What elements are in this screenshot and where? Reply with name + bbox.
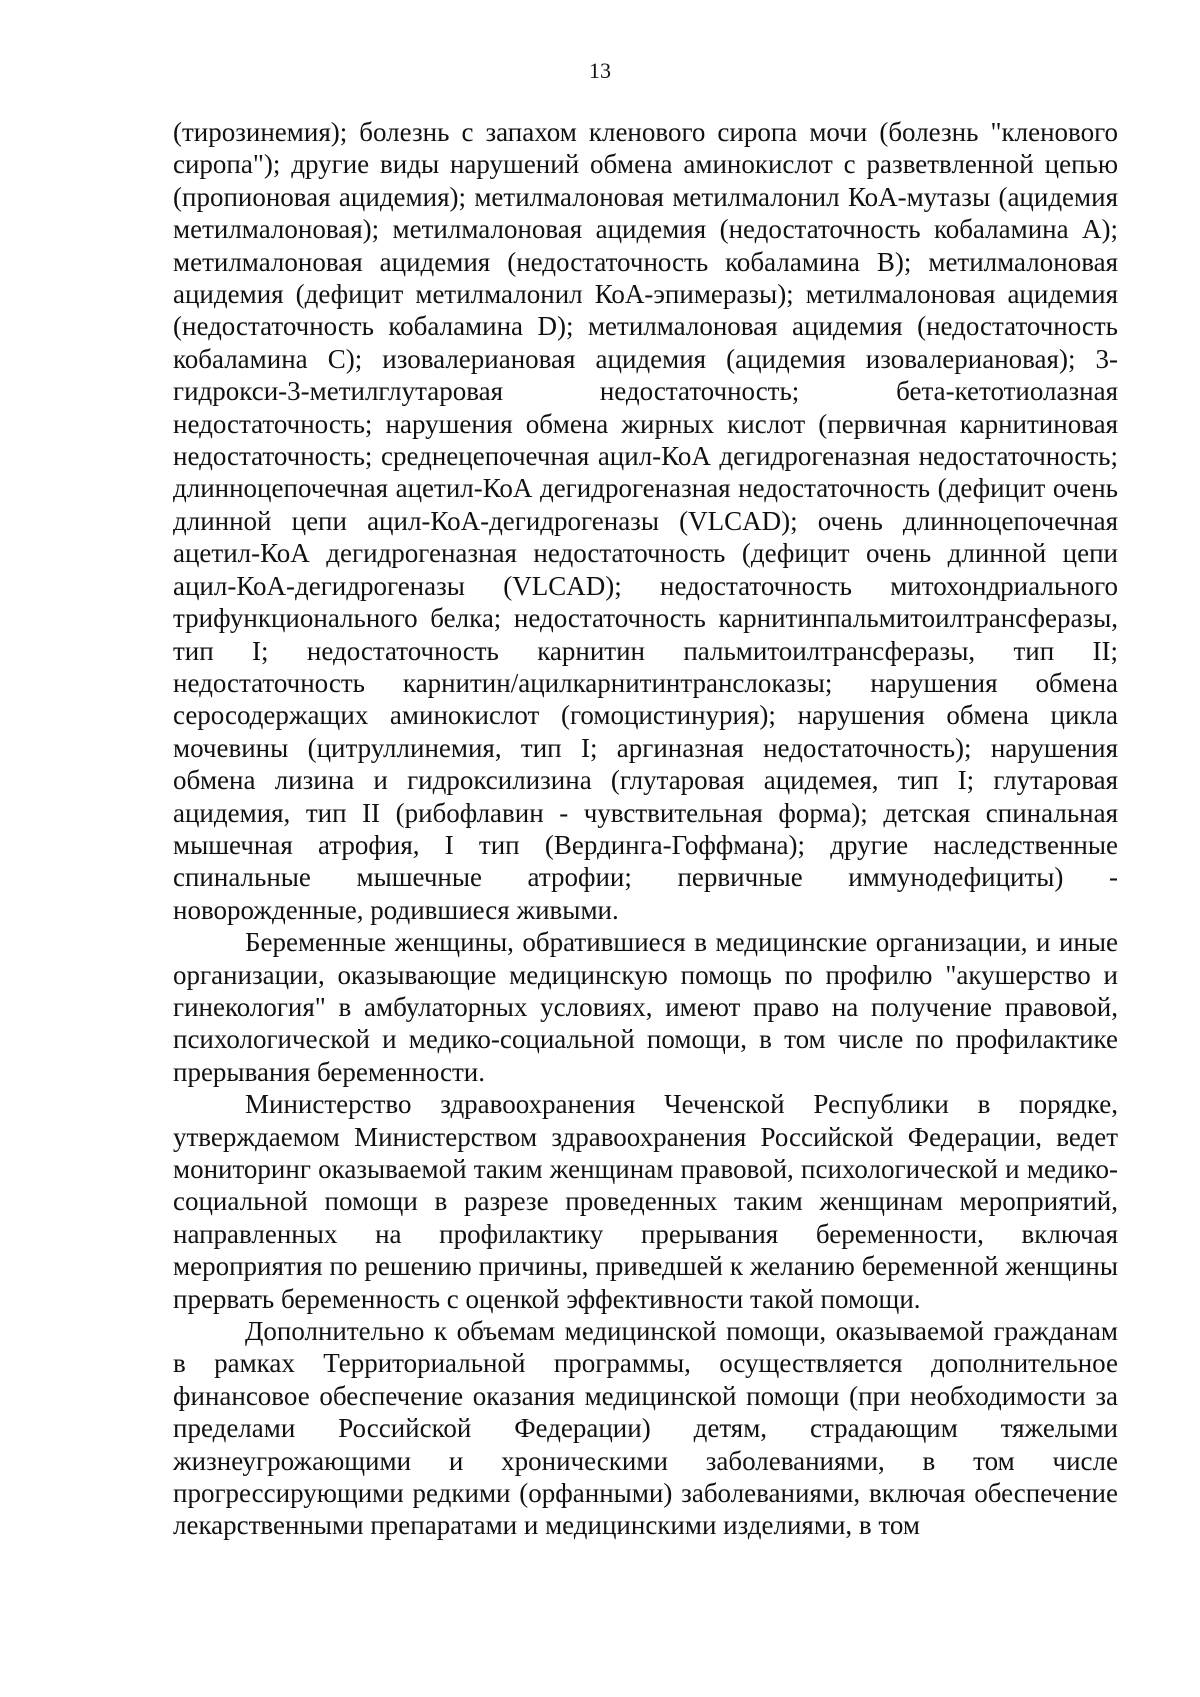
paragraph-pregnant-women-assistance: Беременные женщины, обратившиеся в медицинские организации, и иные организации, оказывающие медицинскую помощь по профилю "акушерство и гинекология" в амбулаторных условиях, имеют право на получение правовой, психологической и медико-социальной помощи, в том числе по профилактике прерывания беременности. xyxy=(173,927,1118,1087)
page-number: 13 xyxy=(589,58,611,83)
document-body xyxy=(173,116,1118,1542)
paragraph-disease-list-continuation: (тирозинемия); болезнь с запахом кленового сиропа мочи (болезнь "кленового сиропа"); другие виды нарушений обмена аминокислот с разветвленной цепью (пропионовая ацидемия); метилмалоновая метилмалонил КоА-мутазы (ацидемия метилмалоновая); метилмалоновая ацидемия (недостаточность кобаламина А); метилмалоновая ацидемия (недостаточность кобаламина В); метилмалоновая ацидемия (дефицит метилмалонил КоА-эпимеразы); метилмалоновая ацидемия (недостаточность кобаламина D); метилмалоновая ацидемия (недостаточность кобаламина С); изовалериановая ацидемия (ацидемия изовалериановая); 3-гидрокси-3-метилглутаровая недостаточность; бета-кетотиолазная недостаточность; нарушения обмена жирных кислот (первичная карнитиновая недостаточность; среднецепочечная ацил-КоА дегидрогеназная недостаточность; длинноцепочечная ацетил-КоА дегидрогеназная недостаточность (дефицит очень длинной цепи ацил-КоА-дегидрогеназы (VLCAD); очень длинноцепочечная ацетил-КоА дегидрогеназная недостаточность (дефицит очень длинной цепи ацил-КоА-дегидрогеназы (VLCAD); недостаточность митохондриального трифункционального белка; недостаточность карнитинпальмитоилтрансферазы, тип I; недостаточность карнитин пальмитоилтрансферазы, тип II; недостаточность карнитин/ацилкарнитинтранслоказы; нарушения обмена серосодержащих аминокислот (гомоцистинурия); нарушения обмена цикла мочевины (цитруллинемия, тип I; аргиназная недостаточность); нарушения обмена лизина и гидроксилизина (глутаровая ацидемея, тип I; глутаровая ацидемия, тип II (рибофлавин - чувствительная форма); детская спинальная мышечная атрофия, I тип (Вердинга-Гоффмана); другие наследственные спинальные мышечные атрофии; первичные иммунодефициты) - новорожденные, родившиеся живыми. xyxy=(173,117,1118,925)
paragraph-ministry-monitoring: Министерство здравоохранения Чеченской Республики в порядке, утверждаемом Министерством здравоохранения Российской Федерации, ведет мониторинг оказываемой таким женщинам правовой, психологической и медико-социальной помощи в разрезе проведенных таким женщинам мероприятий, направленных на профилактику прерывания беременности, включая мероприятия по решению причины, приведшей к желанию беременной женщины прервать беременность с оценкой эффективности такой помощи. xyxy=(173,1089,1118,1314)
paragraph-additional-financing: Дополнительно к объемам медицинской помощи, оказываемой гражданам в рамках Территориальной программы, осуществляется дополнительное финансовое обеспечение оказания медицинской помощи (при необходимости за пределами Российской Федерации) детям, страдающим тяжелыми жизнеугрожающими и хроническими заболеваниями, в том числе прогрессирующими редкими (орфанными) заболеваниями, включая обеспечение лекарственными препаратами и медицинскими изделиями, в том xyxy=(173,1316,1118,1541)
